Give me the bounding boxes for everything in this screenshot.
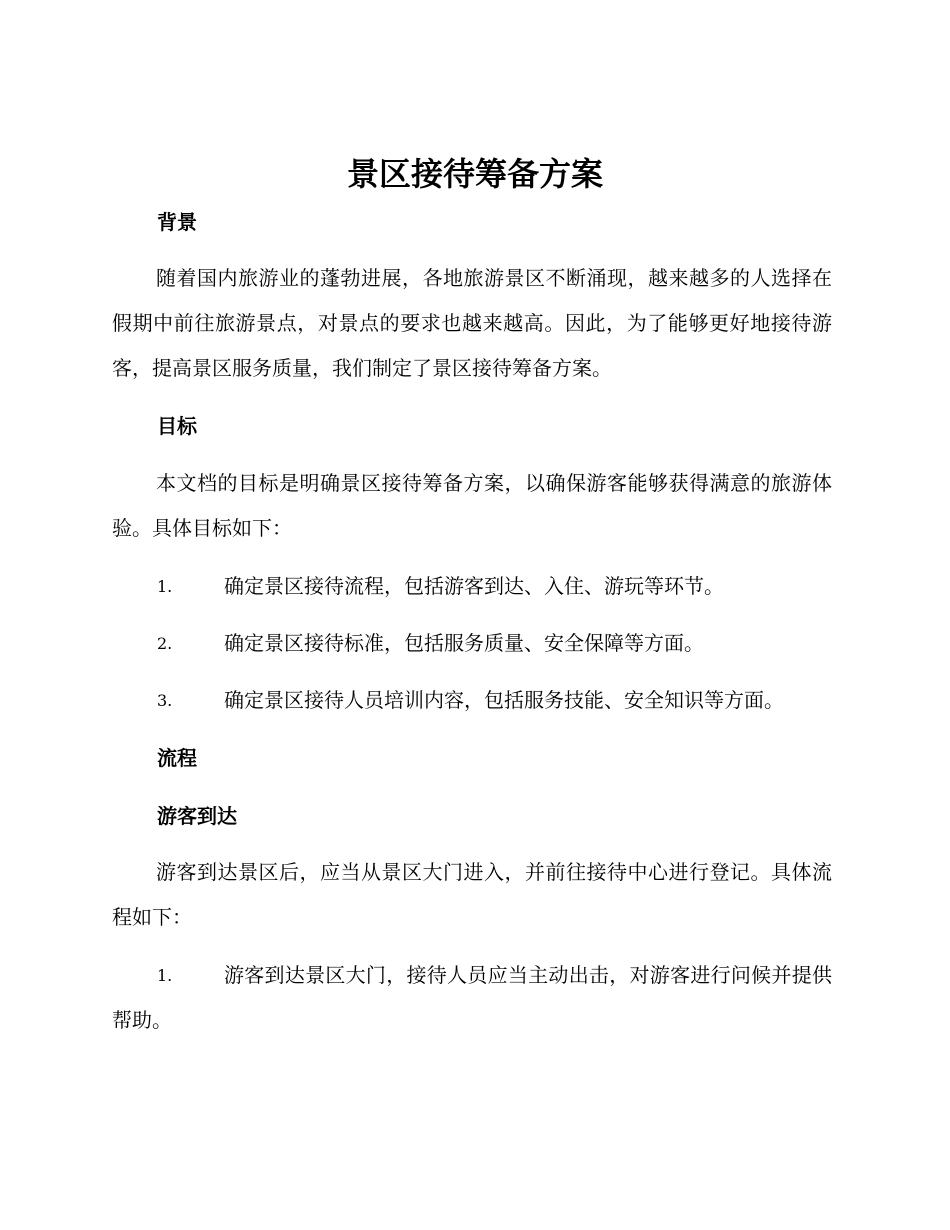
paragraph-goals: 本文档的目标是明确景区接待筹备方案，以确保游客能够获得满意的旅游体验。具体目标如下：: [112, 471, 832, 540]
document-title: 景区接待筹备方案: [346, 155, 603, 193]
list-number: 1.: [157, 966, 173, 985]
paragraph-visitor-arrival: 游客到达景区后，应当从景区大门进入，并前往接待中心进行登记。具体流程如下：: [112, 860, 832, 929]
paragraph-background: 随着国内旅游业的蓬勃进展，各地旅游景区不断涌现，越来越多的人选择在假期中前往旅游景点，对景点的要求也越来越高。因此，为了能够更好地接待游客，提高景区服务质量，我们制定了景区接待筹备方案。: [112, 266, 832, 380]
heading-goals: 目标: [157, 414, 197, 438]
heading-background: 背景: [157, 210, 197, 234]
heading-process: 流程: [157, 746, 197, 770]
process-list-item-1: [112, 953, 832, 1043]
goal-list-item-1: [112, 564, 832, 609]
list-text: 游客到达景区大门，接待人员应当主动出击，对游客进行问候并提供帮助。: [112, 963, 832, 1032]
list-number: 1.: [157, 577, 173, 596]
list-text: 确定景区接待人员培训内容，包括服务技能、安全知识等方面。: [224, 688, 784, 712]
goal-list-item-3: [112, 678, 832, 723]
list-text: 确定景区接待流程，包括游客到达、入住、游玩等环节。: [224, 574, 724, 598]
list-number: 2.: [157, 634, 173, 653]
list-text: 确定景区接待标准，包括服务质量、安全保障等方面。: [224, 631, 704, 655]
subheading-visitor-arrival: 游客到达: [157, 804, 237, 828]
list-number: 3.: [157, 691, 173, 710]
goal-list-item-2: [112, 621, 832, 666]
